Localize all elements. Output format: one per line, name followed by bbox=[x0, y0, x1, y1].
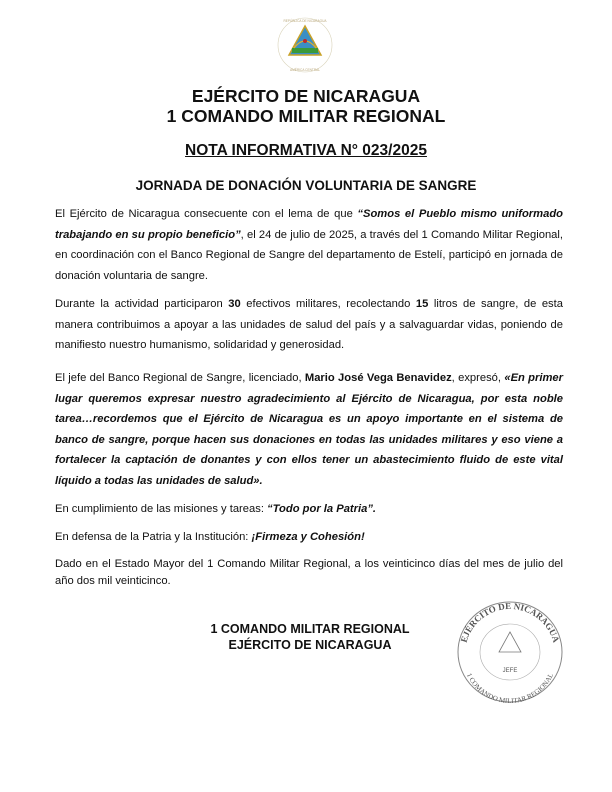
svg-text:REPÚBLICA DE NICARAGUA: REPÚBLICA DE NICARAGUA bbox=[283, 19, 327, 23]
official-quote: «En primer lugar queremos expresar nuestro agradecimiento al Ejército de Nicaragua, por esta noble tarea…recordemos que el Ejército de Nicaragua es un apoyo importante en el sistema de banco de sangre, porque hacen sus donaciones en todas las unidades militares y eso viene a fortalecer la captación de donantes y con ellos tener un abastecimiento fluido de este vital líquido a todas las unidades de salud». bbox=[55, 372, 564, 487]
org-name: EJÉRCITO DE NICARAGUA bbox=[191, 86, 421, 106]
subject-heading: JORNADA DE DONACIÓN VOLUNTARIA DE SANGRE bbox=[135, 178, 477, 193]
official-seal-stamp bbox=[451, 598, 569, 704]
svg-text:1 COMANDO MILITAR REGIONAL: 1 COMANDO MILITAR REGIONAL bbox=[464, 671, 556, 704]
paragraph-activity: Durante la actividad participaron 30 efectivos militares, recolectando 15 litros de sangre, de esta manera contribuimos a apoyar a las unidades de salud del país y a salvaguardar vidas, poniendo de manifiesto nuestro humanismo, solidaridad y generosidad. bbox=[55, 298, 563, 351]
mission-motto: “Todo por la Patria”. bbox=[267, 503, 377, 515]
svg-text:AMÉRICA CENTRAL: AMÉRICA CENTRAL bbox=[289, 68, 321, 72]
svg-text:EJÉRCITO DE NICARAGUA: EJÉRCITO DE NICARAGUA bbox=[458, 600, 562, 644]
paragraph-defense: En defensa de la Patria y la Institución: ¡Firmeza y Cohesión! bbox=[55, 531, 365, 543]
command-name: 1 COMANDO MILITAR REGIONAL bbox=[166, 106, 446, 126]
paragraph-closing: Dado en el Estado Mayor del 1 Comando Militar Regional, a los veinticinco días del mes de julio del año dos mil veinticinco. bbox=[55, 558, 563, 587]
note-title: NOTA INFORMATIVA N° 023/2025 bbox=[185, 142, 427, 159]
official-name: Mario José Vega Benavidez bbox=[304, 372, 452, 384]
svg-text:JEFE: JEFE bbox=[502, 668, 518, 674]
motto-quote: “Somos el Pueblo mismo uniformado trabajando en su propio beneficio” bbox=[55, 208, 563, 241]
paragraph-mission: En cumplimiento de las misiones y tareas: “Todo por la Patria”. bbox=[55, 503, 377, 515]
paragraph-intro: El Ejército de Nicaragua consecuente con el lema de que “Somos el Pueblo mismo uniformado trabajando en su propio beneficio”, el 24 de julio de 2025, a través del 1 Comando Militar Regional, en coordinación con el Banco Regional de Sangre del departamento de Estelí, participó en jornada de donación voluntaria de sangre. bbox=[55, 208, 563, 282]
signature-org: EJÉRCITO DE NICARAGUA bbox=[228, 638, 392, 652]
personnel-count: 30 bbox=[228, 298, 241, 310]
paragraph-statement: El jefe del Banco Regional de Sangre, licenciado, Mario José Vega Benavidez, expresó, «En primer lugar queremos expresar nuestro agradecimiento al Ejército de Nicaragua, por esta noble tarea…recordemos que el Ejército de Nicaragua es un apoyo importante en el sistema de banco de sangre, porque hacen sus donaciones en todas las unidades militares y eso viene a fortalecer la captación de donantes y con ellos tener un abastecimiento fluido de este vital líquido a todas las unidades de salud». bbox=[55, 372, 564, 487]
signature-command: 1 COMANDO MILITAR REGIONAL bbox=[210, 622, 410, 636]
coat-of-arms-emblem bbox=[270, 14, 340, 76]
liters-count: 15 bbox=[415, 298, 429, 310]
defense-motto: ¡Firmeza y Cohesión! bbox=[251, 531, 365, 543]
